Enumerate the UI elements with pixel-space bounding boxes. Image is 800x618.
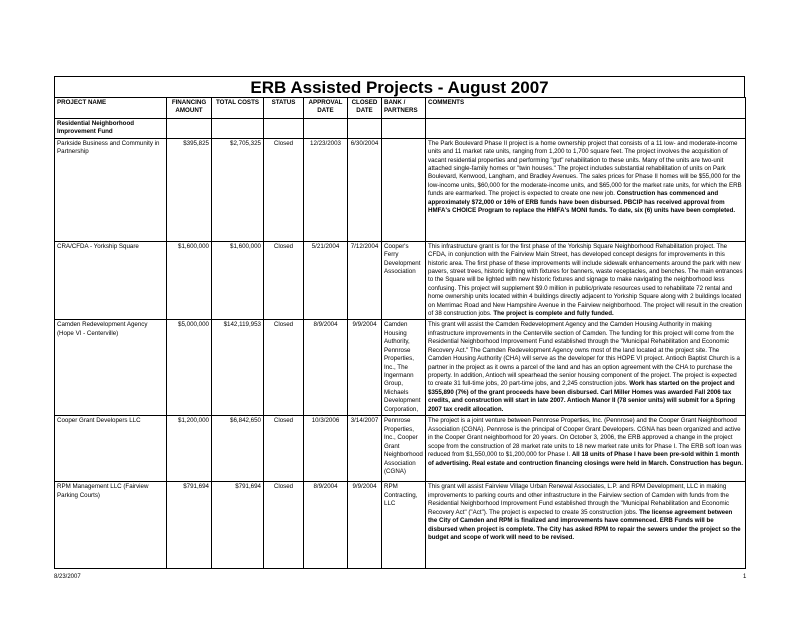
closed-date: 9/9/2004 — [348, 320, 382, 416]
approval-date: 12/23/2003 — [304, 138, 348, 241]
header-financing-amount: FINANCING AMOUNT — [167, 98, 212, 119]
header-closed-date: CLOSED DATE — [348, 98, 382, 119]
table-row — [55, 416, 746, 482]
section-row — [55, 119, 746, 139]
closed-date: 7/12/2004 — [348, 241, 382, 320]
header-total-costs: TOTAL COSTS — [212, 98, 264, 119]
comment-text: This grant will assist Fairview Village Urban Renewal Associates, L.P. and RPM Development, LLC in making improvements to parking courts and other infrastructure in the Fairview section of Camden with funds from the Residential Neighborhood Improvement Fund established through the "Municipal Rehabilitation and Economic Recovery Act" ("Act"). The project is expected to create 35 construction jobs. — [428, 483, 730, 516]
status: Closed — [264, 320, 304, 416]
approval-date: 5/21/2004 — [304, 241, 348, 320]
table-row — [55, 241, 746, 320]
project-name: Camden Redevelopment Agency (Hope VI - Centerville) — [55, 320, 167, 416]
financing-amount: $791,694 — [167, 482, 212, 569]
comment-status: Construction has commenced and approximately $72,000 or 16% of ERB funds have been disbursed. PBCIP has received approval from HMFA's CHOICE Program to replace the HMFA's MONI funds. To date, six (6) units have been completed. — [428, 190, 736, 215]
table-row — [55, 138, 746, 241]
table-row — [55, 482, 746, 569]
comment-text: This infrastructure grant is for the first phase of the Yorkship Square Neighborhood Rehabilitation project. The CFDA, in conjunction with the Fairview Main Street, has developed concept designs for improvements in this historic area. The first phase of these improvements will include sidewalk enhancements around the park with new pavers, street trees, historic lighting with fixtures for banners, waste receptacles, and benches. The main entrances to the Square will be lighted with new historic fixtures and signage to make navigating the neighborhood less confusing. This project will supplement $9.0 million in public/private resources used to rehabilitate 72 rental and home ownership units located within 4 buildings directly adjacent to Yorkship Square along with 2 buildings located on Merrimac Road and New Hampshire Avenue in the Fairview neighborhood. The project will result in the creation of 38 construction jobs. — [428, 242, 743, 318]
bank-partners: RPM Contracting, LLC — [382, 482, 426, 569]
projects-table — [54, 97, 746, 569]
status: Closed — [264, 241, 304, 320]
comment-text: The project is a joint venture between Pennrose Properties, Inc. (Pennrose) and the Cooper Grant Neighborhood Association (CGNA). Pennrose is the principal of Cooper Grant Developers. CGNA has been organized and active in the Cooper Grant neighborhood for 20 years. On October 3, 2006, the ERB approved a change in the project scope from the construction of 28 market rate units to 18 new market rate units for Phase I. The ERB soft loan was reduced from $1,550,000 to $1,200,000 for Phase I. — [428, 417, 742, 459]
financing-amount: $1,200,000 — [167, 416, 212, 482]
comment-status: Work has started on the project and $355,890 (7%) of the grant proceeds have been disbursed. Carl Miller Homes was awarded Fall 2006 tax credits, and construction will start in late 2007. Antioch Manor II (78 senior units) will submit for a Spring 2007 tax credit allocation. — [428, 380, 736, 413]
bank-partners: Cooper's Ferry Development Association — [382, 241, 426, 320]
approval-date: 10/3/2006 — [304, 416, 348, 482]
comment-text: The Park Boulevard Phase II project is a home ownership project that consists of a 11 low- and moderate-income units and 11 market rate units, ranging from 1,200 to 1,700 square feet. The project involves the acquisition of vacant residential properties and performing "gut" rehabilitation to these units. Many of the units are two-unit attached single-family homes or "twin houses." The project includes substantial rehabilitation of units on Park Boulevard, Kenwood, Langham, and Bradley Avenues. The sales prices for Phase II homes will be $55,000 for the low-income units, $60,000 for the moderate-income units, and $65,000 for the market rate units, for which the ERB funds are earmarked. The project is expected to create one new job. — [428, 139, 742, 198]
comments — [426, 241, 746, 320]
footer-date: 8/23/2007 — [54, 574, 81, 580]
closed-date: 9/9/2004 — [348, 482, 382, 569]
header-status: STATUS — [264, 98, 304, 119]
financing-amount: $5,000,000 — [167, 320, 212, 416]
header-project-name: PROJECT NAME — [55, 98, 167, 119]
approval-date: 8/9/2004 — [304, 320, 348, 416]
table-row — [55, 320, 746, 416]
total-costs: $1,600,000 — [212, 241, 264, 320]
comment-status: The license agreement between the City of Camden and RPM is finalized and improvements have commenced. ERB Funds will be disbursed when project is complete. The City has asked RPM to repair the sewers under the project so the budget and scope of work will need to be revised. — [428, 508, 741, 541]
header-approval-date: APPROVAL DATE — [304, 98, 348, 119]
comments — [426, 320, 746, 416]
project-name: CRA/CFDA - Yorkship Square — [55, 241, 167, 320]
footer-page-number: 1 — [743, 574, 747, 580]
table-header-row — [55, 98, 746, 119]
total-costs: $142,119,953 — [212, 320, 264, 416]
project-name: Parkside Business and Community in Partnership — [55, 138, 167, 241]
total-costs: $2,705,325 — [212, 138, 264, 241]
project-name: RPM Management LLC (Fairview Parking Courts) — [55, 482, 167, 569]
comment-status: The project is complete and fully funded. — [493, 310, 614, 318]
closed-date: 6/30/2004 — [348, 138, 382, 241]
header-comments: COMMENTS — [426, 98, 746, 119]
status: Closed — [264, 416, 304, 482]
approval-date: 8/9/2004 — [304, 482, 348, 569]
comments — [426, 482, 746, 569]
status: Closed — [264, 138, 304, 241]
bank-partners: Pennrose Properties, Inc., Cooper Grant Neighborhood Association (CGNA) — [382, 416, 426, 482]
total-costs: $791,694 — [212, 482, 264, 569]
comments — [426, 416, 746, 482]
header-bank-partners: BANK / PARTNERS — [382, 98, 426, 119]
financing-amount: $395,825 — [167, 138, 212, 241]
total-costs: $6,842,650 — [212, 416, 264, 482]
bank-partners — [382, 138, 426, 241]
comments — [426, 138, 746, 241]
bank-partners: Camden Housing Authority, Pennrose Properties, Inc., The Ingermann Group, Michaels Development Corporation, — [382, 320, 426, 416]
closed-date: 3/14/2007 — [348, 416, 382, 482]
document-title: ERB Assisted Projects - August 2007 — [54, 76, 745, 98]
comment-status: All 18 units of Phase I have been pre-sold within 1 month of advertising. Real estate and contruction financing closings were held in March. Construction has begun. — [428, 451, 743, 467]
comment-text: This grant will assist the Camden Redevelopment Agency and the Camden Housing Authority in making infrastructure improvements in the Centerville section of Camden. The funding for this project will come from the Residential Neighborhood Improvement Fund established through the "Municipal Rehabilitation and Economic Recovery Act." The Camden Redevelopment Agency owns most of the land located at the project site. The Camden Housing Authority (CHA) will serve as the developer for this HOPE VI project. Antioch Baptist Church is a partner in the project as it owns a parcel of the land and has an option agreement with the CHA to purchase the property. In addition, Antioch will spearhead the senior housing component of the project. The project is expected to create 31 full-time jobs, 20 part-time jobs, and 2,245 construction jobs. — [428, 321, 740, 388]
section-title: Residential Neighborhood Improvement Fund — [55, 119, 167, 139]
status: Closed — [264, 482, 304, 569]
project-name: Cooper Grant Developers LLC — [55, 416, 167, 482]
financing-amount: $1,600,000 — [167, 241, 212, 320]
